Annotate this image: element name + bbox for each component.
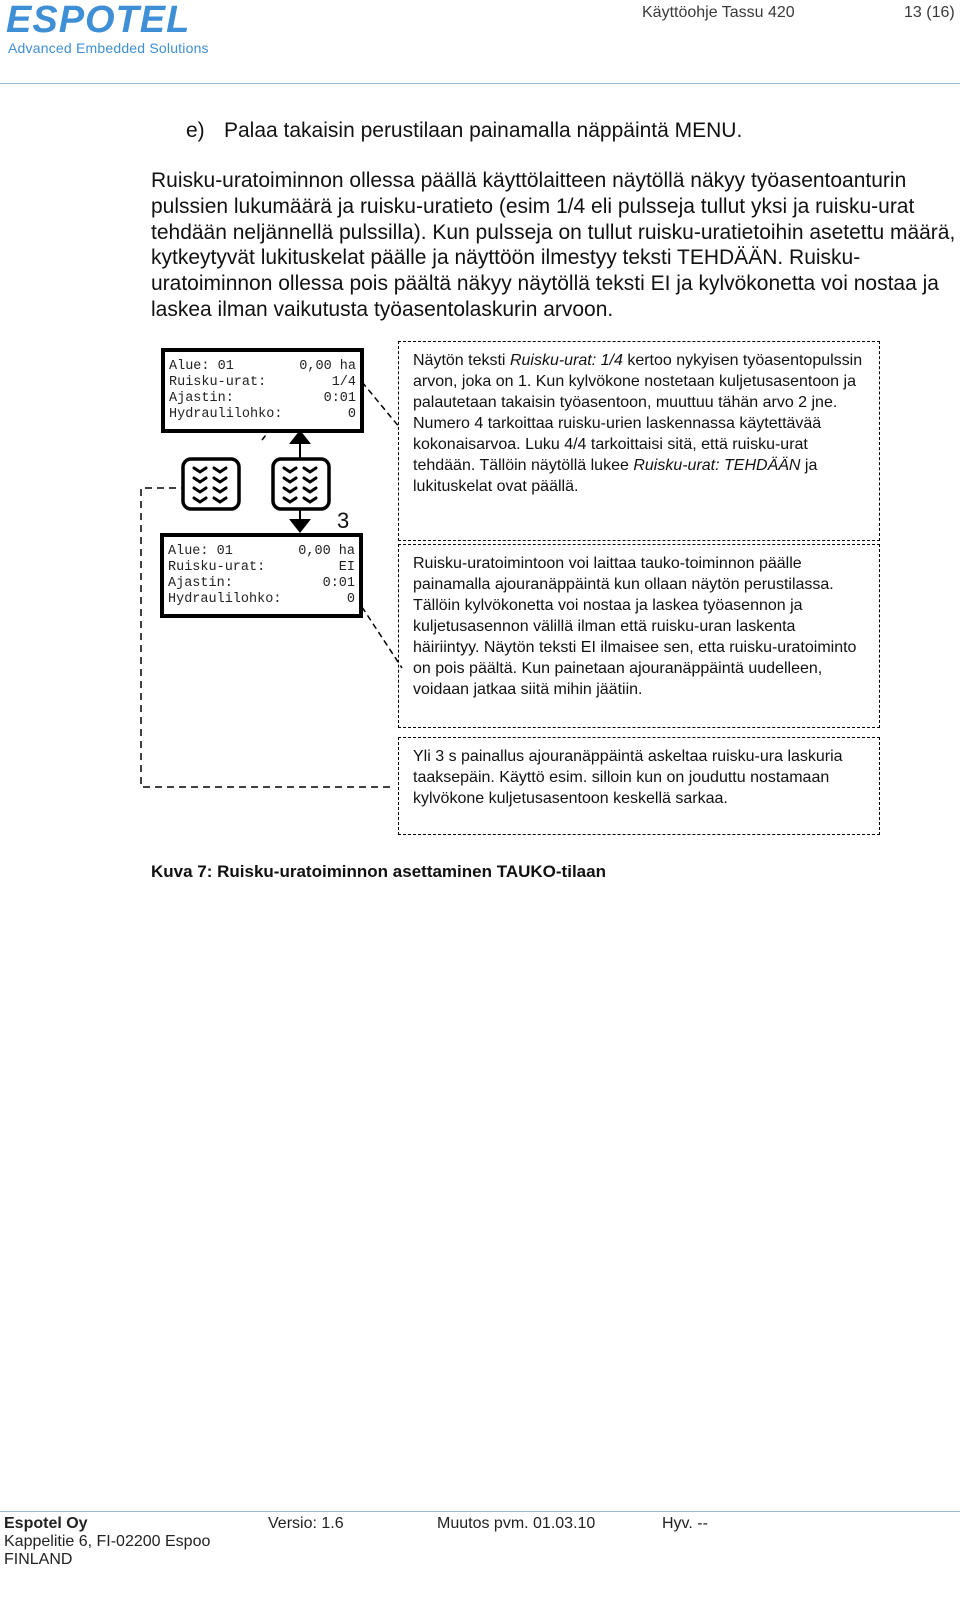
press-duration-label: 3 (337, 508, 350, 533)
page-number: 13 (16) (904, 4, 955, 21)
lcd-row: Hydraulilohko: 0 (168, 592, 355, 607)
footer-rule (0, 1511, 960, 1512)
lcd-row: Alue: 01 0,00 ha (168, 544, 355, 559)
note-box-pulse-count: Näytön teksti Ruisku-urat: 1/4 kertoo nykyisen työasentopulssin arvon, joka on 1. Kun kylvökone nostetaan kuljetusasentoon ja palautetaan takaisin työasentoon, muuttuu tähän arvo 2 jne. Numero 4 tarkoittaa ruisku-urien laskennassa käytettävää kokonaisarvoa. Luku 4/4 tarkoittaisi sitä, että ruisku-urat tehdään. Tällöin näytöllä lukee Ruisku-urat: TEHDÄÄN ja lukituskelat ovat päällä. (398, 341, 880, 541)
pointer-line-bottom-display (362, 607, 402, 668)
arrow-down-icon (289, 519, 311, 533)
figure-caption: Kuva 7: Ruisku-uratoiminnon asettaminen TAUKO-tilaan (151, 862, 606, 881)
lcd-row: Hydraulilohko: 0 (169, 407, 356, 422)
lcd-row: Ruisku-urat: 1/4 (169, 375, 356, 390)
company-logo: ESPOTEL (6, 0, 191, 41)
step-text: Palaa takaisin perustilaan painamalla näppäintä MENU. (224, 119, 743, 142)
logo-tagline: Advanced Embedded Solutions (8, 40, 209, 56)
note-box-long-press: Yli 3 s painallus ajouranäppäintä askeltaa ruisku-ura laskuria taaksepäin. Käyttö esim. silloin kun on jouduttu nostamaan kylvökone kuljetusasentoon keskellä sarkaa. (398, 737, 880, 835)
footer-address (4, 1515, 210, 1569)
note-box-pause-function: Ruisku-uratoimintoon voi laittaa tauko-toiminnon päälle painamalla ajouranäppäintä kun ollaan näytön perustilassa. Tällöin kylvökonetta voi nostaa ja laskea työasennon ja kuljetusasennon välillä ilman että ruisku-uran laskenta häiriintyy. Näytön teksti EI ilmaisee sen, etta ruisku-uratoiminto on pois päältä. Kun painetaan ajouranäppäintä uudelleen, voidaan jatkaa siitä mihin jäätiin. (398, 544, 880, 728)
footer-approved: Hyv. -- (662, 1515, 708, 1532)
lcd-display-top (161, 348, 364, 433)
tramline-button-icon (270, 456, 332, 512)
step-label: e) (186, 119, 205, 142)
footer-version: Versio: 1.6 (268, 1515, 344, 1532)
footer-country: FINLAND (4, 1551, 73, 1568)
lcd-row: Ajastin: 0:01 (168, 576, 355, 591)
footer-street: Kappelitie 6, FI-02200 Espoo (4, 1533, 211, 1550)
document-title: Käyttöohje Tassu 420 (642, 4, 795, 21)
lcd-row: Alue: 01 0,00 ha (169, 359, 356, 374)
footer-company: Espotel Oy (4, 1515, 88, 1532)
lcd-row: Ajastin: 0:01 (169, 391, 356, 406)
pointer-line-top-display (362, 382, 400, 428)
intro-paragraph: Ruisku-uratoiminnon ollessa päällä käyttölaitteen näytöllä näkyy työasentoanturin pulssien lukumäärä ja ruisku-uratieto (esim 1/4 eli pulsseja tullut yksi ja ruisku-urat tehdään neljännellä pulssilla). Kun pulsseja on tullut ruisku-uratietoihin asetettu määrä, kytkeytyvät lukituskelat päälle ja näyttöön ilmestyy teksti TEHDÄÄN. Ruisku-uratoiminnon ollessa pois päältä näkyy näytöllä teksti EI ja kylvökonetta voi nostaa ja laskea ilman vaikutusta työasentolaskurin arvoon. (151, 169, 956, 321)
lcd-row: Ruisku-urat: EI (168, 560, 355, 575)
footer-modified-date: Muutos pvm. 01.03.10 (437, 1515, 596, 1532)
lcd-display-bottom (160, 533, 363, 618)
tramline-button-icon (180, 456, 242, 512)
